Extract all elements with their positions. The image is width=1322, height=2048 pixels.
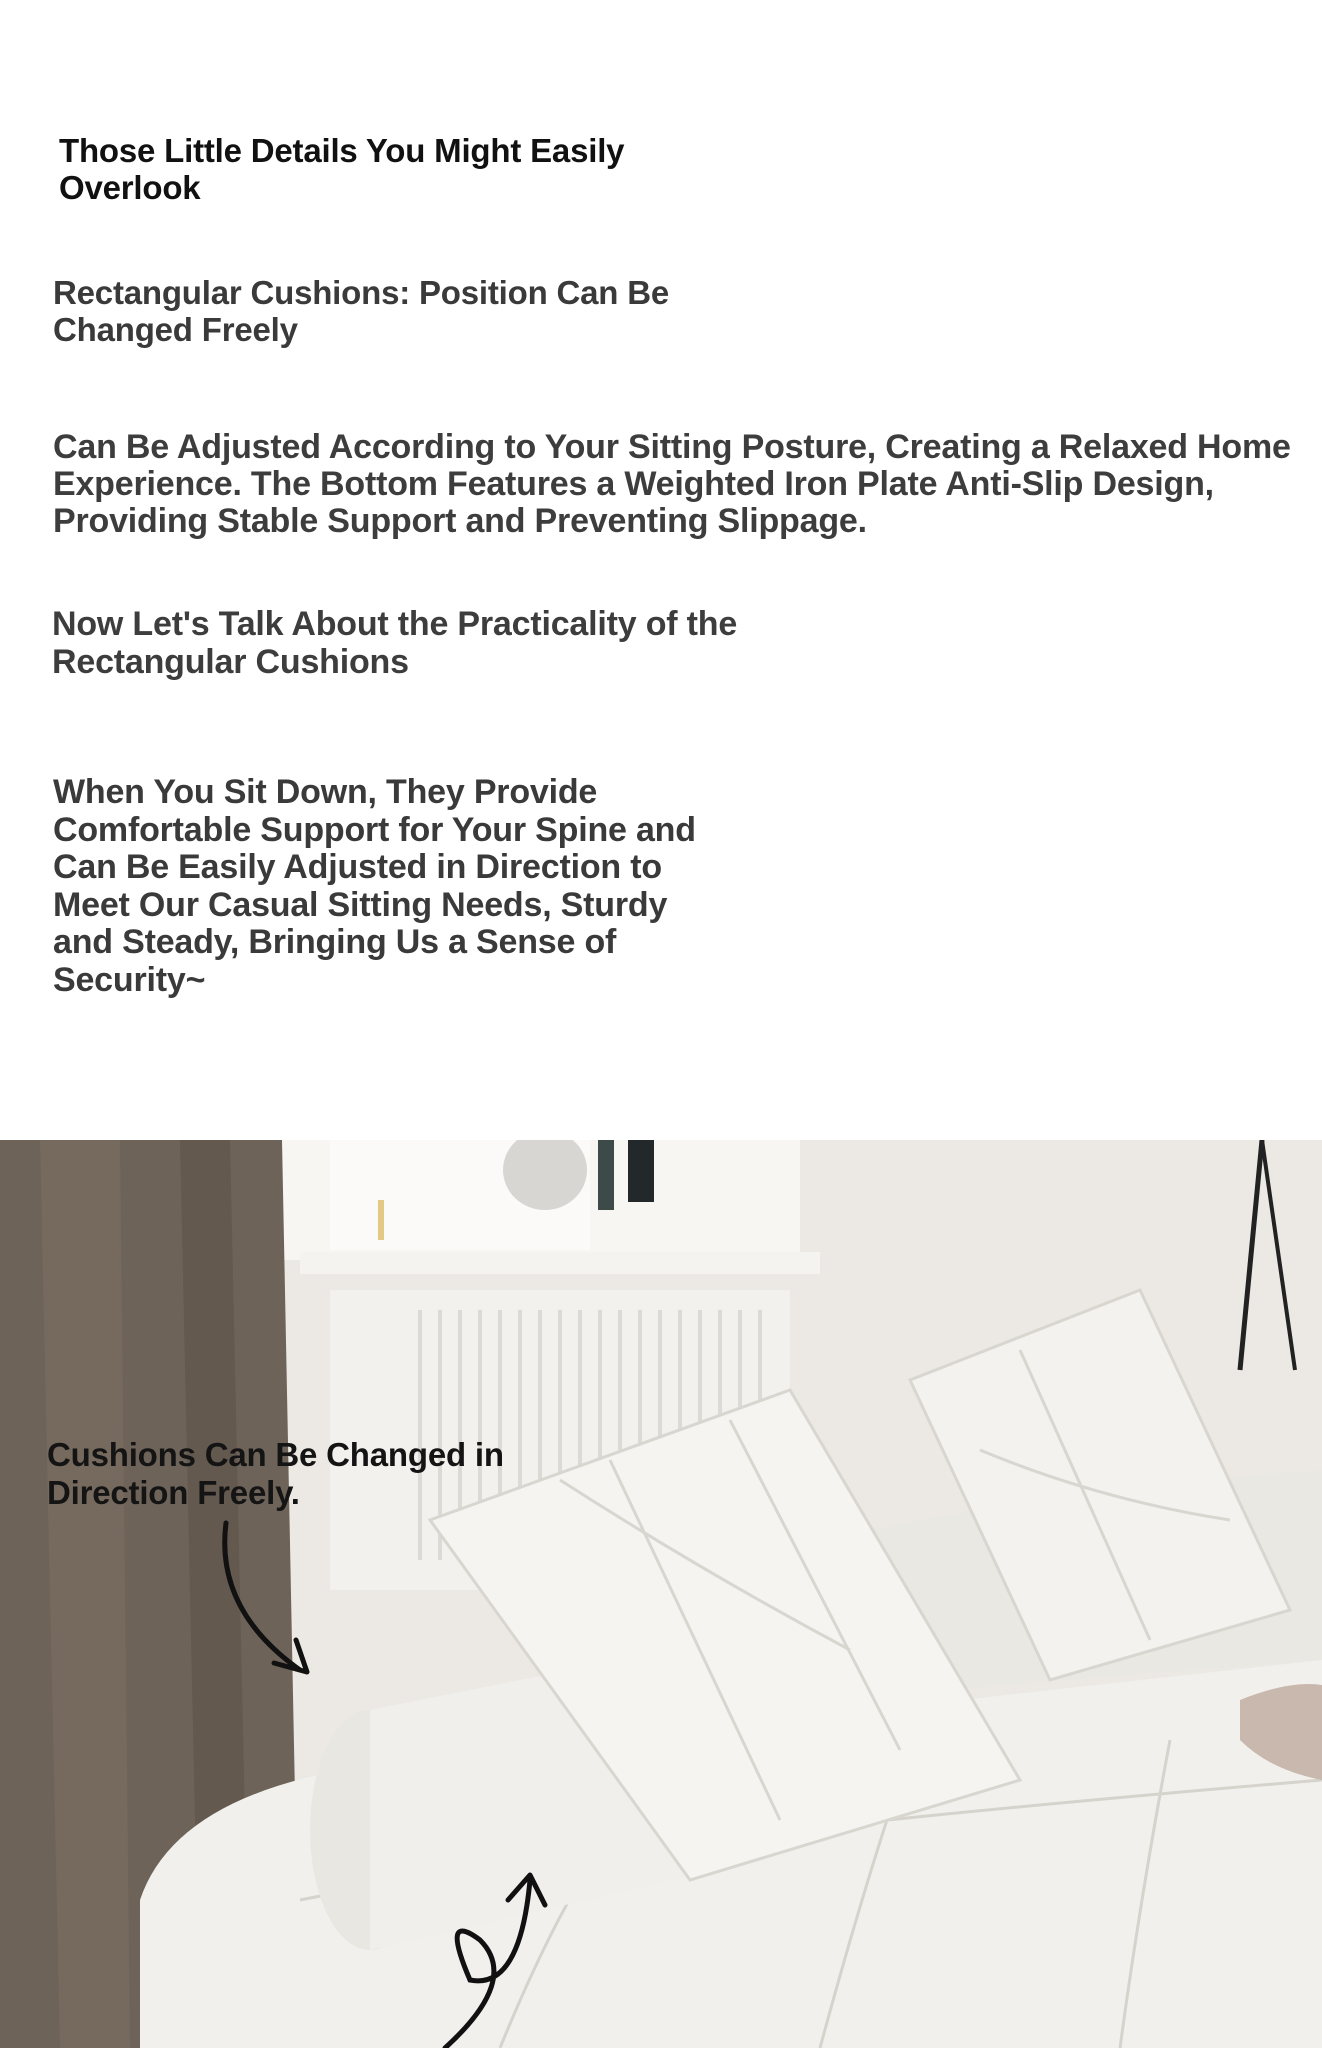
practicality-heading: Now Let's Talk About the Practicality of the Rectangular Cushions <box>52 605 738 681</box>
photo-caption: Cushions Can Be Changed in Direction Freely. <box>47 1436 504 1511</box>
sofa-photo <box>0 1140 1322 2048</box>
sofa-illustration <box>0 1140 1322 2048</box>
adjustment-description: Can Be Adjusted According to Your Sitting Posture, Creating a Relaxed Home Experience. The Bottom Features a Weighted Iron Plate Anti-Slip Design, Providing Stable Support and Preventing Slippage. <box>53 428 1291 540</box>
page-heading: Those Little Details You Might Easily Overlook <box>59 132 625 206</box>
vase-black <box>628 1140 654 1202</box>
candle-stick <box>378 1200 384 1240</box>
vase-dark <box>598 1140 614 1210</box>
comfort-description: When You Sit Down, They Provide Comfortable Support for Your Spine and Can Be Easily Adjusted in Direction to Meet Our Casual Sitting Needs, Sturdy and Steady, Bringing Us a Sense of Security~ <box>53 773 696 999</box>
cushion-subheading: Rectangular Cushions: Position Can Be Changed Freely <box>53 274 670 348</box>
window-sill <box>300 1252 820 1274</box>
